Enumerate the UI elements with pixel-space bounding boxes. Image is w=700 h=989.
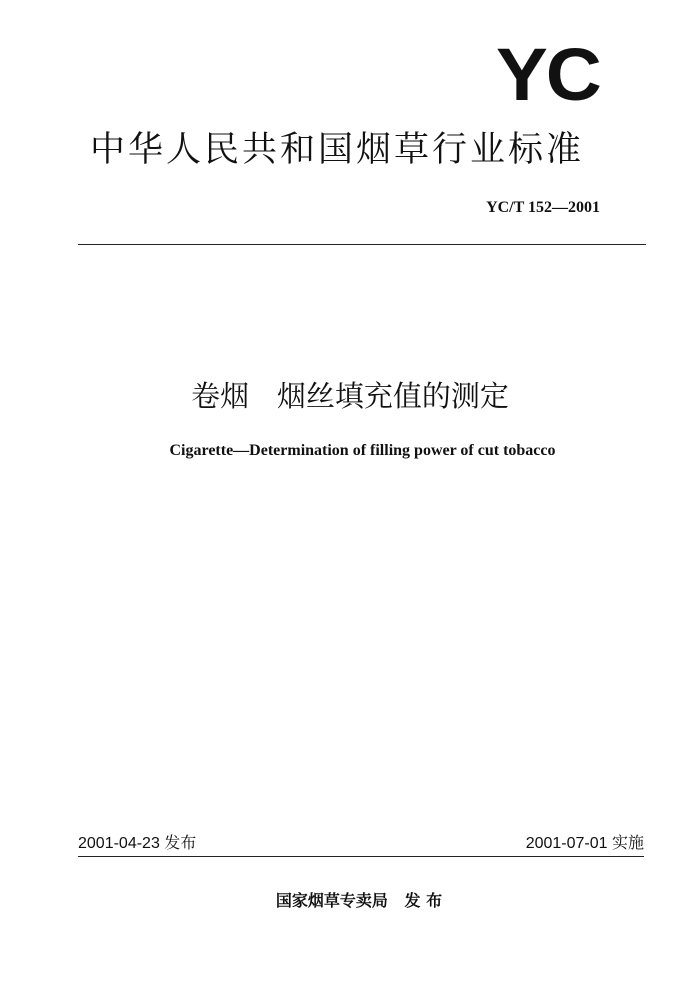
issue-date: 2001-04-23 发布 [78,835,197,852]
footer-divider [78,856,644,857]
organization-title: 中华人民共和国烟草行业标准 [90,130,585,170]
yc-logo: YC [496,33,600,116]
document-title-english: Cigarette—Determination of filling power of cut tobacco [169,442,556,459]
header-divider [78,244,646,245]
publisher: 国家烟草专卖局 发 布 [275,891,443,910]
implementation-date: 2001-07-01 实施 [525,835,644,852]
standard-code: YC/T 152—2001 [486,199,600,216]
document-title-chinese: 卷烟 烟丝填充值的测定 [191,379,509,413]
